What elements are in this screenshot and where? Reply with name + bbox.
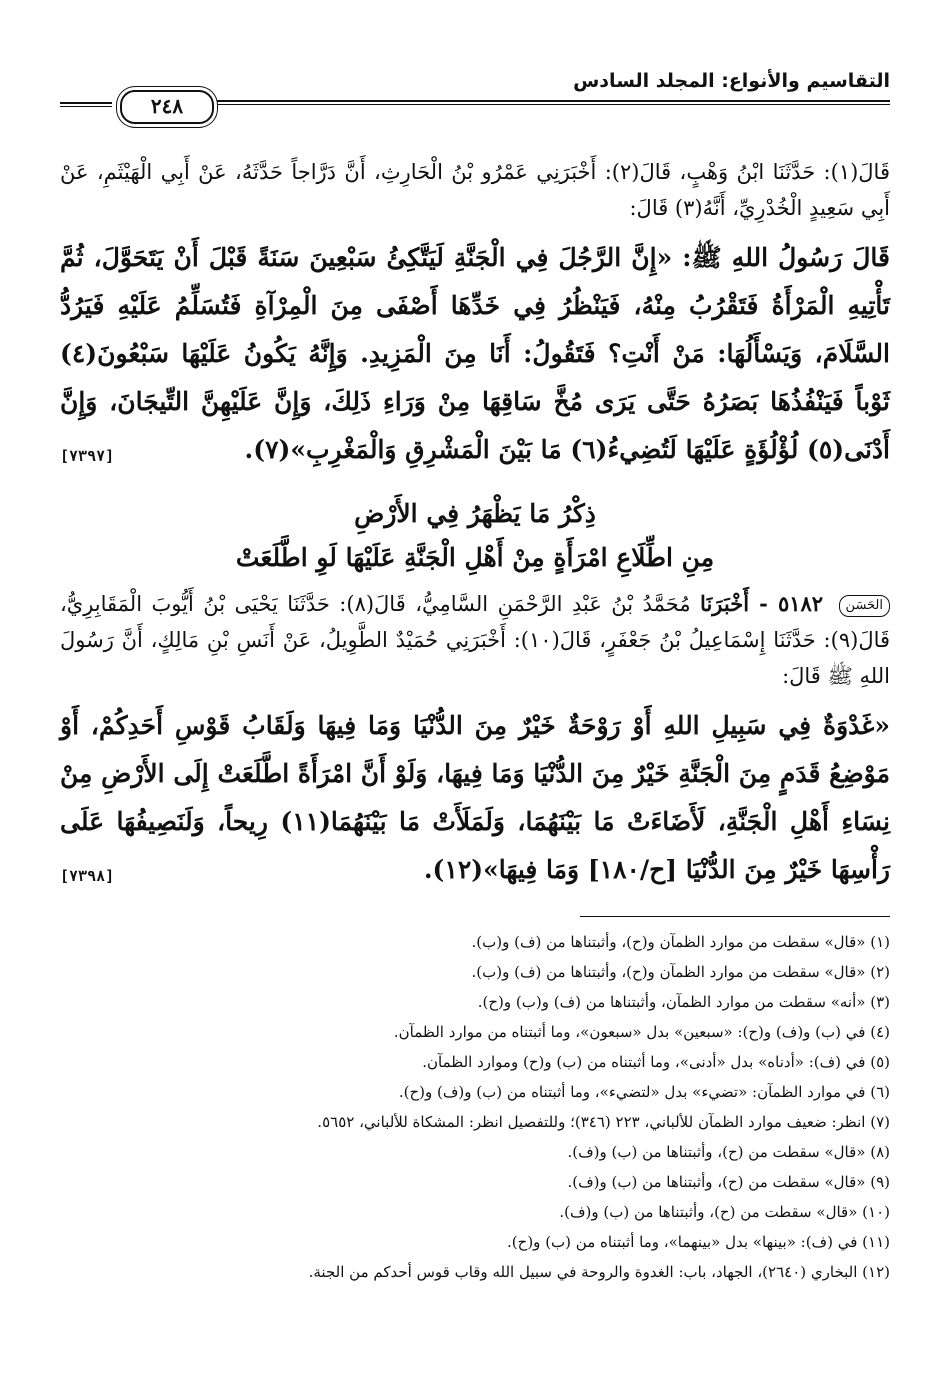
page-header	[60, 60, 890, 118]
chapter-heading-line2: مِنِ اطِّلَاعِ امْرَأَةٍ مِنْ أَهْلِ الْجَنَّةِ عَلَيْهَا لَوِ اطَّلَعَتْ	[235, 543, 715, 572]
footnote: (٢) «قال» سقطت من موارد الظمآن و(ح)، وأثبتناها من (ف) و(ب).	[471, 963, 890, 981]
footnote: (١١) في (ف): «بينها» بدل «بينهما»، وما أثبتناه من (ب) و(ح).	[507, 1233, 890, 1251]
footnote: (١) «قال» سقطت من موارد الظمآن و(ح)، وأثبتناها من (ف) و(ب).	[471, 933, 890, 951]
header-rule-thin	[210, 104, 890, 105]
hadith-isnad	[60, 586, 890, 694]
footnote: (١٠) «قال» سقطت من (ح)، وأثبتناها من (ب) و(ف).	[559, 1203, 890, 1221]
hadith-matn-text: «غَدْوَةٌ فِي سَبِيلِ اللهِ أَوْ رَوْحَةٌ خَيْرٌ مِنَ الدُّنْيَا وَمَا فِيهَا وَلَقَابُ قَوْسِ أَحَدِكُمْ، أَوْ مَوْضِعُ قَدَمٍ مِنَ الْجَنَّةِ خَيْرٌ مِنَ الدُّنْيَا وَمَا فِيهَا، وَلَوْ أَنَّ امْرَأَةً اطَّلَعَتْ إِلَى الأَرْضِ مِنْ نِسَاءِ أَهْلِ الْجَنَّةِ، لَأَضَاءَتْ مَا بَيْنَهُمَا، وَلَمَلَأَتْ مَا بَيْنَهُمَا(١١) رِيحاً، وَلَنَصِيفُهَا عَلَى رَأْسِهَا خَيْرٌ مِنَ الدُّنْيَا [ح/١٨٠] وَمَا فِيهَا»(١٢).	[60, 711, 890, 884]
hadith-number: [٧٣٩٧]	[60, 447, 115, 465]
footnote: (٥) في (ف): «أدناه» بدل «أدنى»، وما أثبتناه من (ب) و(ح) وموارد الظمآن.	[422, 1053, 890, 1071]
running-title: التقاسيم والأنواع: المجلد السادس	[573, 70, 890, 92]
hadith-matn	[60, 234, 890, 474]
hadith-number: [٧٣٩٨]	[60, 867, 115, 885]
grade-badge: الحَسَن	[839, 595, 890, 617]
hadith-isnad-text: مُحَمَّدُ بْنُ عَبْدِ الرَّحْمَنِ السَّامِيُّ، قَالَ(٨): حَدَّثَنَا يَحْيَى بْنُ أَيُّوبَ الْمَقَابِرِيُّ، قَالَ(٩): حَدَّثَنَا إِسْمَاعِيلُ بْنُ جَعْفَرٍ، قَالَ(١٠): أَخْبَرَنِي حُمَيْدٌ الطَّوِيلُ، عَنْ أَنَسِ بْنِ مَالِكٍ، أَنَّ رَسُولَ اللهِ ﷺ قَالَ:	[60, 592, 891, 688]
hadith-matn-text: قَالَ رَسُولُ اللهِ ﷺ: «إِنَّ الرَّجُلَ فِي الْجَنَّةِ لَيَتَّكِئُ سَبْعِينَ سَنَةً قَبْلَ أَنْ يَتَحَوَّلَ، ثُمَّ تَأْتِيهِ الْمَرْأَةُ فَتَقْرُبُ مِنْهُ، فَيَنْظُرُ فِي خَدِّهَا أَصْفَى مِنَ الْمِرْآةِ فَتُسَلِّمُ عَلَيْهِ فَيَرُدُّ السَّلَامَ، وَيَسْأَلُهَا: مَنْ أَنْتِ؟ فَتَقُولُ: أَنَا مِنَ الْمَزِيدِ. وَإِنَّهُ يَكُونُ عَلَيْهَا سَبْعُونَ(٤) ثَوْباً فَيَنْفُذُهَا بَصَرُهُ حَتَّى يَرَى مُخَّ سَاقِهَا مِنْ وَرَاءِ ذَلِكَ، وَإِنَّ عَلَيْهِنَّ التِّيجَانَ، وَإِنَّ أَدْنَى(٥) لُؤْلُؤَةٍ عَلَيْهَا لَتُضِيءُ(٦) مَا بَيْنَ الْمَشْرِقِ وَالْمَغْرِبِ»(٧).	[60, 243, 890, 464]
page-number: ٢٤٨	[120, 90, 214, 124]
footnote: (٣) «أنه» سقطت من موارد الظمآن، وأثبتناها من (ف) و(ب) و(ح).	[477, 993, 890, 1011]
footnote: (٨) «قال» سقطت من (ح)، وأثبتناها من (ب) و(ف).	[567, 1143, 890, 1161]
hadith-isnad: قَالَ(١): حَدَّثَنَا ابْنُ وَهْبٍ، قَالَ(٢): أَخْبَرَنِي عَمْرُو بْنُ الْحَارِثِ، أَنَّ دَرَّاجاً حَدَّثَهُ، عَنْ أَبِي الْهَيْثَمِ، عَنْ أَبِي سَعِيدٍ الْخُدْرِيِّ، أَنَّهُ(٣) قَالَ:	[60, 160, 890, 220]
header-rule	[210, 100, 890, 102]
header-rule-left	[60, 102, 112, 104]
footnote: (١٢) البخاري (٢٦٤٠)، الجهاد، باب: الغدوة والروحة في سبيل الله وقاب قوس أحدكم من الجنة.	[308, 1263, 890, 1281]
header-rule-left-thin	[60, 106, 112, 107]
hadith-matn	[60, 702, 890, 894]
footnote: (٩) «قال» سقطت من (ح)، وأثبتناها من (ب) و(ف).	[567, 1173, 890, 1191]
footnotes	[60, 927, 890, 1287]
chapter-heading-line1: ذِكْرُ مَا يَظْهَرُ فِي الأَرْضِ	[354, 499, 596, 528]
footnote: (٦) في موارد الظمآن: «تضيء» بدل «لتضيء»، وما أثبتناه من (ب) و(ف) و(ح).	[398, 1083, 890, 1101]
footnote: (٧) انظر: ضعيف موارد الظمآن للألباني، ٢٢٣ (٣٤٦)؛ وللتفصيل انظر: المشكاة للألباني، ٥٦٥٢.	[317, 1113, 890, 1131]
chapter-heading	[60, 492, 890, 580]
book-page	[60, 60, 890, 1287]
footnote: (٤) في (ب) و(ف) و(ح): «سبعين» بدل «سبعون»، وما أثبتناه من موارد الظمآن.	[393, 1023, 890, 1041]
footnote-divider	[580, 916, 890, 917]
hadith-head: ٥١٨٢ - أَخْبَرَنَا	[700, 591, 824, 616]
